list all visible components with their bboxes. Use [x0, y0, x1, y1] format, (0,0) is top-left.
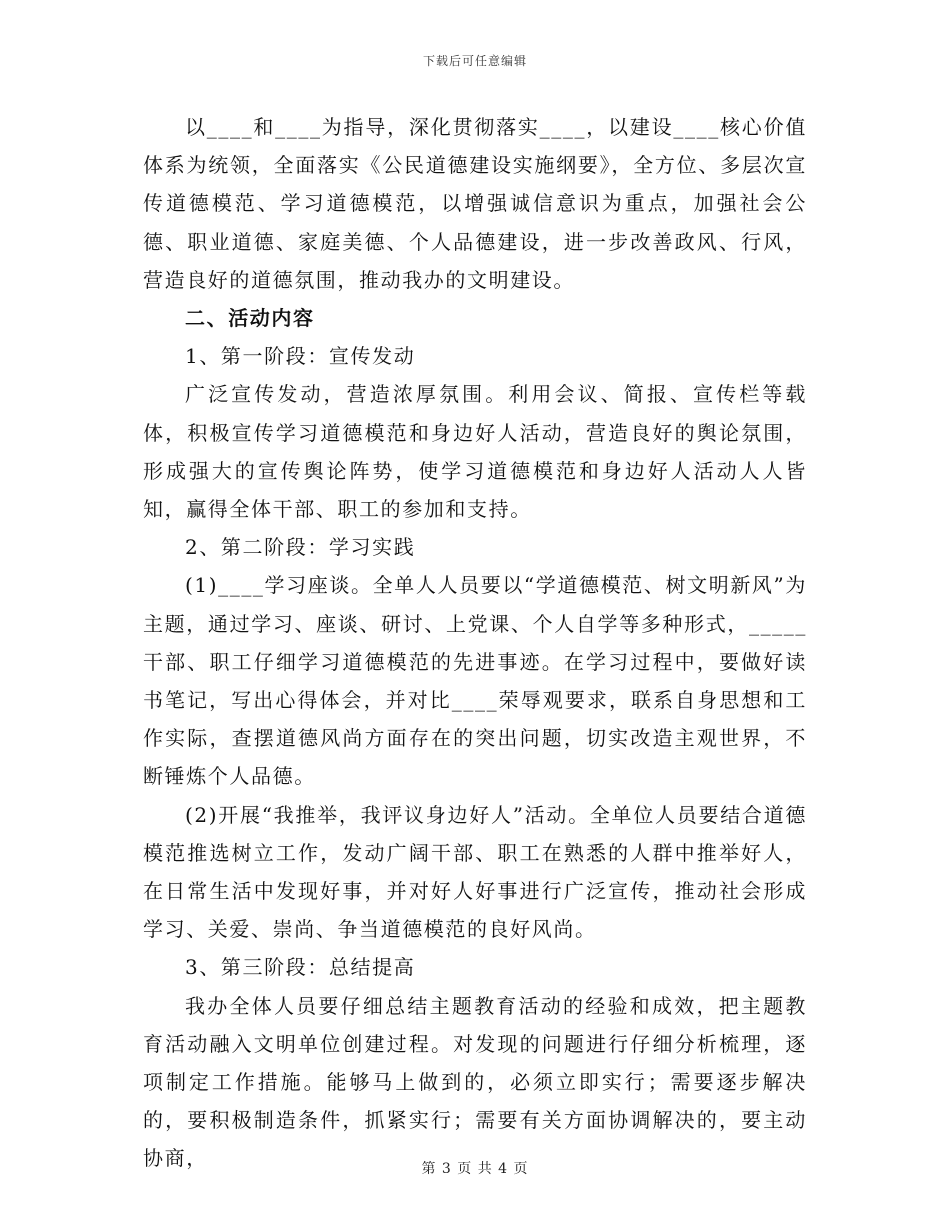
stage-2-item-2-paragraph: (2)开展“我推举，我评议身边好人”活动。全单位人员要结合道德模范推选树立工作，发动广阔干部、职工在熟悉的人群中推举好人，在日常生活中发现好事，并对好人好事进行广泛宣传，推动社会形成学习、关爱、崇尚、争当道德模范的良好风尚。: [143, 802, 807, 942]
stage-2-item-1-paragraph: (1)____学习座谈。全单人人员要以“学道德模范、树文明新风”为主题，通过学习、座谈、研讨、上党课、个人自学等多种形式，_____干部、职工仔细学习道德模范的先进事迹。在学习过程中，要做好读书笔记，写出心得体会，并对比____荣辱观要求，联系自身思想和工作实际，查摆道德风尚方面存在的突出问题，切实改造主观世界，不断锤炼个人品德。: [143, 573, 807, 789]
stage-1-heading: 1、第一阶段：宣传发动: [185, 344, 416, 369]
page-number-footer: 第 3 页 共 4 页: [421, 1161, 529, 1177]
intro-paragraph: 以____和____为指导，深化贯彻落实____，以建设____核心价值体系为统领，全面落实《公民道德建设实施纲要》，全方位、多层次宣传道德模范、学习道德模范，以增强诚信意识为重点，加强社会公德、职业道德、家庭美德、个人品德建设，进一步改善政风、行风，营造良好的道德氛围，推动我办的文明建设。: [143, 115, 807, 292]
stage-1-paragraph: 广泛宣传发动，营造浓厚氛围。利用会议、简报、宣传栏等载体，积极宣传学习道德模范和身边好人活动，营造良好的舆论氛围，形成强大的宣传舆论阵势，使学习道德模范和身边好人活动人人皆知，赢得全体干部、职工的参加和支持。: [143, 382, 807, 522]
page-header: 下载后可任意编辑: [422, 54, 527, 68]
stage-3-heading: 3、第三阶段：总结提高: [185, 955, 416, 980]
document-body: [143, 108, 807, 1178]
stage-3-paragraph: 我办全体人员要仔细总结主题教育活动的经验和成效，把主题教育活动融入文明单位创建过程。对发现的问题进行仔细分析梳理，逐项制定工作措施。能够马上做到的，必须立即实行；需要逐步解决的，要积极制造条件，抓紧实行；需要有关方面协调解决的，要主动协商，: [143, 993, 807, 1171]
stage-2-heading: 2、第二阶段：学习实践: [185, 535, 416, 560]
section-heading-activity-content: 二、活动内容: [185, 306, 315, 331]
